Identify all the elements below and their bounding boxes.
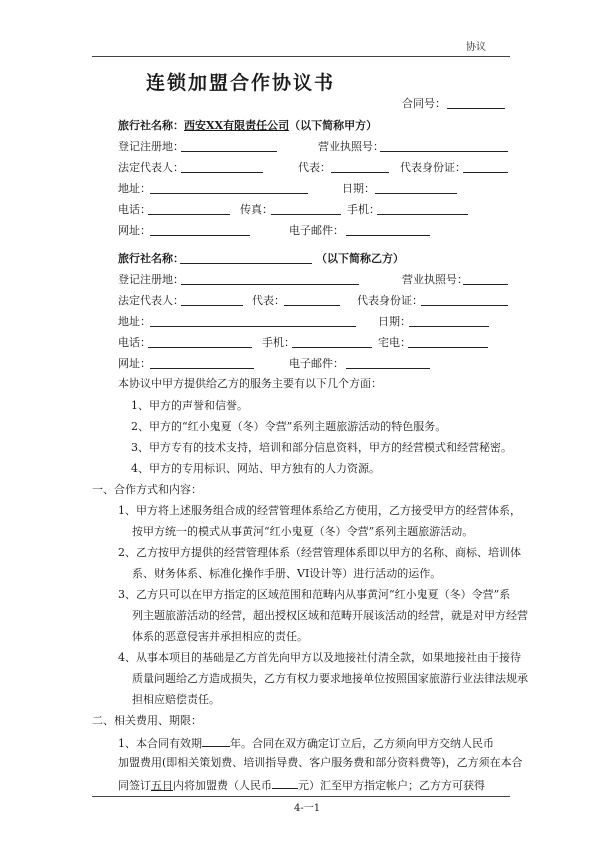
clause-line: 系、财务体系、标准化操作手册、VI设计等）进行活动的运作。 <box>132 567 442 580</box>
clause-line: 质量问题给乙方造成损失，乙方有权力要求地接单位按照国家旅游行业法律法规承 <box>132 672 528 685</box>
party-b-rep-label: 代表： <box>252 294 285 307</box>
clause-line: 1、甲方将上述服务组合成的经营管理体系给乙方使用，乙方接受甲方的经营体系， <box>118 504 521 517</box>
section-2-heading: 二、相关费用、期限： <box>92 714 202 727</box>
clause-line: 列主题旅游活动的经营，超出授权区域和范畴开展该活动的经营，就是对甲方经营 <box>132 609 528 622</box>
party-b-license-label: 营业执照号： <box>402 273 468 286</box>
page-number: 4-一1 <box>294 803 321 814</box>
party-b-reg-field[interactable] <box>181 273 359 285</box>
party-a-label: 旅行社名称： <box>118 119 184 132</box>
party-a-name: 西安XX有限责任公司 <box>184 119 290 132</box>
party-b-email-field[interactable] <box>346 357 430 369</box>
party-b-suffix: （以下简称乙方） <box>316 252 404 265</box>
party-a-suffix: （以下简称甲方） <box>289 119 378 132</box>
party-a-address-label: 地址： <box>118 182 151 195</box>
party-b-reg-label: 登记注册地： <box>118 273 184 286</box>
party-b-mobile-field[interactable] <box>292 336 372 348</box>
party-b-legal-label: 法定代表人： <box>118 294 184 307</box>
party-a-website-label: 网址： <box>118 224 151 237</box>
contract-no-field[interactable] <box>447 97 505 109</box>
party-a-row <box>118 119 377 133</box>
party-b-rep-field[interactable] <box>284 294 340 306</box>
clause-line: 3、乙方只可以在甲方指定的区域范围和范畴内从事黄河“红小鬼夏（冬）令营”系 <box>118 588 511 601</box>
party-a-email-field[interactable] <box>346 224 430 236</box>
party-a-rep-field[interactable] <box>331 161 389 173</box>
clause-line: 2、乙方按甲方提供的经营管理体系（经营管理体系即以甲方的名称、商标、培训体 <box>118 546 521 559</box>
party-b-address-label: 地址： <box>118 315 151 328</box>
service-item: 2、甲方的“红小鬼夏（冬）令营”系列主题旅游活动的特色服务。 <box>131 420 447 433</box>
header-rule <box>92 56 510 57</box>
fee-line-2: 加盟费用(即相关策划费、培训指导费、客户服务费和部分资料费等)，乙方须在本合 <box>118 756 523 769</box>
party-a-address-field[interactable] <box>150 182 308 194</box>
footer-rule <box>92 796 510 797</box>
party-a-phone-field[interactable] <box>148 203 230 215</box>
party-b-phone-label: 电话： <box>118 336 151 349</box>
party-a-mobile-label: 手机： <box>347 203 380 216</box>
fee-days: 五日 <box>151 779 173 792</box>
service-item: 3、甲方专有的技术支持，培训和部分信息资料，甲方的经营模式和经营秘密。 <box>131 441 512 454</box>
services-intro: 本协议中甲方提供给乙方的服务主要有以下几个方面： <box>118 377 382 390</box>
party-b-rep-id-label: 代表身份证： <box>357 294 423 307</box>
party-a-reg-field[interactable] <box>181 140 277 152</box>
section-1-heading: 一、合作方式和内容： <box>92 483 202 496</box>
party-b-website-label: 网址： <box>118 357 151 370</box>
fee-line-1-a: 1、本合同有效期 <box>118 737 202 750</box>
fee-line-3 <box>118 777 485 793</box>
party-a-rep-id-field[interactable] <box>463 161 508 173</box>
party-b-legal-field[interactable] <box>181 294 243 306</box>
fee-line-3-b: 内将加盟费（人民币 <box>173 779 272 792</box>
party-a-rep-label: 代表： <box>298 161 331 174</box>
contract-no-label: 合同号： <box>402 97 446 110</box>
party-a-rep-id-label: 代表身份证： <box>400 161 466 174</box>
party-b-date-label: 日期： <box>378 315 411 328</box>
party-a-website-field[interactable] <box>150 224 250 236</box>
clause-line: 体系的恶意侵害并承担相应的责任。 <box>132 630 308 643</box>
header-label: 协议 <box>466 42 486 53</box>
party-b-label: 旅行社名称： <box>118 252 184 265</box>
party-a-date-field[interactable] <box>375 182 457 194</box>
validity-years-field[interactable] <box>202 735 230 747</box>
party-a-mobile-field[interactable] <box>377 203 468 215</box>
party-b-home-phone-field[interactable] <box>408 336 488 348</box>
fee-line-1-b: 年。合同在双方确定订立后，乙方须向甲方交纳人民币 <box>230 737 494 750</box>
fee-line-3-c: 元）汇至甲方指定帐户；乙方方可获得 <box>298 779 485 792</box>
fee-line-3-a: 同签订 <box>118 779 151 792</box>
party-b-rep-id-field[interactable] <box>421 294 508 306</box>
party-b-address-field[interactable] <box>150 315 356 327</box>
party-a-fax-field[interactable] <box>271 203 341 215</box>
party-a-phone-label: 电话： <box>118 203 151 216</box>
party-b-date-field[interactable] <box>409 315 489 327</box>
party-a-legal-label: 法定代表人： <box>118 161 184 174</box>
party-a-email-label: 电子邮件： <box>289 224 344 237</box>
page-title: 连锁加盟合作协议书 <box>146 72 336 94</box>
fee-amount-field[interactable] <box>272 777 298 789</box>
service-item: 4、甲方的专用标识、网站、甲方独有的人力资源。 <box>131 462 380 475</box>
party-b-license-field[interactable] <box>463 273 508 285</box>
party-b-phone-field[interactable] <box>148 336 252 348</box>
clause-line: 按甲方统一的模式从事黄河“红小鬼夏（冬）令营”系列主题旅游活动。 <box>132 525 474 538</box>
party-b-email-label: 电子邮件： <box>289 357 344 370</box>
party-a-reg-label: 登记注册地： <box>118 140 184 153</box>
clause-line: 担相应赔偿责任。 <box>132 693 220 706</box>
party-b-home-phone-label: 宅电： <box>378 336 411 349</box>
party-b-mobile-label: 手机： <box>262 336 295 349</box>
party-a-license-field[interactable] <box>380 140 508 152</box>
party-a-license-label: 营业执照号： <box>318 140 384 153</box>
party-a-legal-field[interactable] <box>181 161 263 173</box>
clause-line: 4、从事本项目的基础是乙方首先向甲方以及地接社付清全款，如果地接社由于接待 <box>118 651 521 664</box>
party-b-name-field[interactable] <box>180 252 312 264</box>
service-item: 1、甲方的声誉和信誉。 <box>131 399 248 412</box>
fee-line-1 <box>118 735 494 751</box>
party-a-fax-label: 传真： <box>240 203 273 216</box>
party-a-date-label: 日期： <box>342 182 375 195</box>
party-b-website-field[interactable] <box>150 357 254 369</box>
